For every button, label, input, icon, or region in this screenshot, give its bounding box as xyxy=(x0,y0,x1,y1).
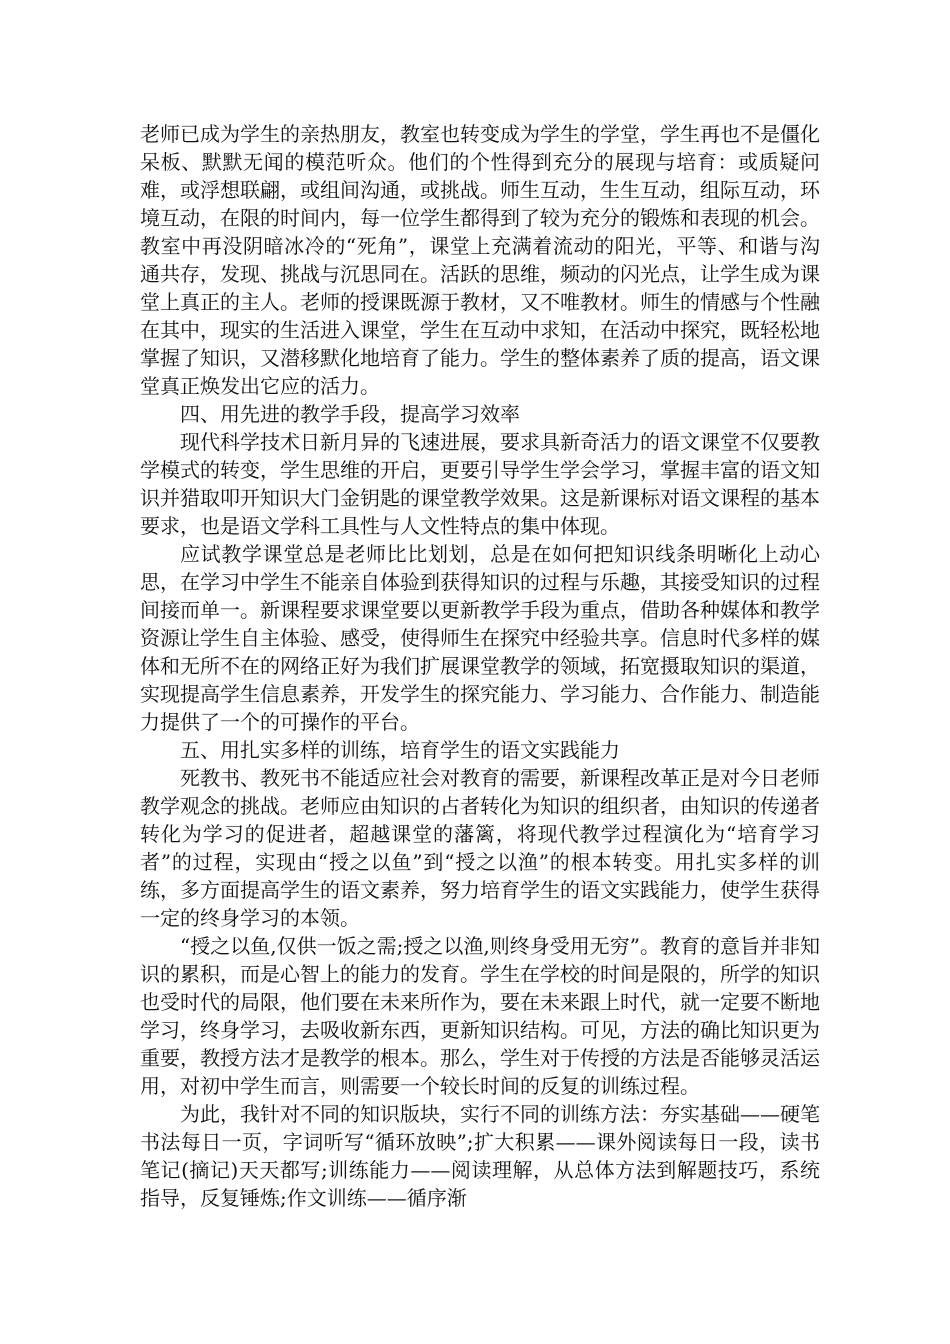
section-heading-four: 四、用先进的教学手段，提高学习效率 xyxy=(180,402,520,426)
paragraph: 为此，我针对不同的知识版块，实行不同的训练方法：夯实基础——硬笔书法每日一页，字词听写“循环放映”;扩大积累——课外阅读每日一段，读书笔记(摘记)天天都写;训练能力——阅读理解，从总体方法到解题技巧，系统指导，反复锤炼;作文训练——循序渐 xyxy=(140,1102,820,1210)
document-body xyxy=(140,120,820,1212)
paragraph: “授之以鱼,仅供一饭之需;授之以渔,则终身受用无穷”。教育的意旨并非知识的累积，而是心智上的能力的发育。学生在学校的时间是限的，所学的知识也受时代的局限，他们要在未来所作为，要在未来跟上时代，就一定要不断地学习，终身学习，去吸收新东西，更新知识结构。可见，方法的确比知识更为重要，教授方法才是教学的根本。那么，学生对于传授的方法是否能够灵活运用，对初中学生而言，则需要一个较长时间的反复的训练过程。 xyxy=(140,934,820,1098)
section-heading-five: 五、用扎实多样的训练，培育学生的语文实践能力 xyxy=(180,738,620,762)
paragraph: 应试教学课堂总是老师比比划划，总是在如何把知识线条明晰化上动心思，在学习中学生不能亲自体验到获得知识的过程与乐趣，其接受知识的过程间接而单一。新课程要求课堂要以更新教学手段为重点，借助各种媒体和教学资源让学生自主体验、感受，使得师生在探究中经验共享。信息时代多样的媒体和无所不在的网络正好为我们扩展课堂教学的领域，拓宽摄取知识的渠道，实现提高学生信息素养，开发学生的探究能力、学习能力、合作能力、制造能力提供了一个的可操作的平台。 xyxy=(140,542,820,734)
paragraph-continuation: 老师已成为学生的亲热朋友，教室也转变成为学生的学堂，学生再也不是僵化呆板、默默无闻的模范听众。他们的个性得到充分的展现与培育：或质疑问难，或浮想联翩，或组间沟通，或挑战。师生互动，生生互动，组际互动，环境互动，在限的时间内，每一位学生都得到了较为充分的锻炼和表现的机会。教室中再没阴暗冰冷的“死角”，课堂上充满着流动的阳光，平等、和谐与沟通共存，发现、挑战与沉思同在。活跃的思维，频动的闪光点，让学生成为课堂上真正的主人。老师的授课既源于教材，又不唯教材。师生的情感与个性融在其中，现实的生活进入课堂，学生在互动中求知，在活动中探究，既轻松地掌握了知识，又潜移默化地培育了能力。学生的整体素养了质的提高，语文课堂真正焕发出它应的活力。 xyxy=(140,122,820,398)
paragraph: 现代科学技术日新月异的飞速进展，要求具新奇活力的语文课堂不仅要教学模式的转变，学生思维的开启，更要引导学生学会学习，掌握丰富的语文知识并猎取叩开知识大门金钥匙的课堂教学效果。这是新课标对语文课程的基本要求，也是语文学科工具性与人文性特点的集中体现。 xyxy=(140,430,820,538)
paragraph: 死教书、教死书不能适应社会对教育的需要，新课程改革正是对今日老师教学观念的挑战。老师应由知识的占者转化为知识的组织者，由知识的传递者转化为学习的促进者，超越课堂的藩篱，将现代教学过程演化为“培育学习者”的过程，实现由“授之以鱼”到“授之以渔”的根本转变。用扎实多样的训练，多方面提高学生的语文素养，努力培育学生的语文实践能力，使学生获得一定的终身学习的本领。 xyxy=(140,766,820,930)
